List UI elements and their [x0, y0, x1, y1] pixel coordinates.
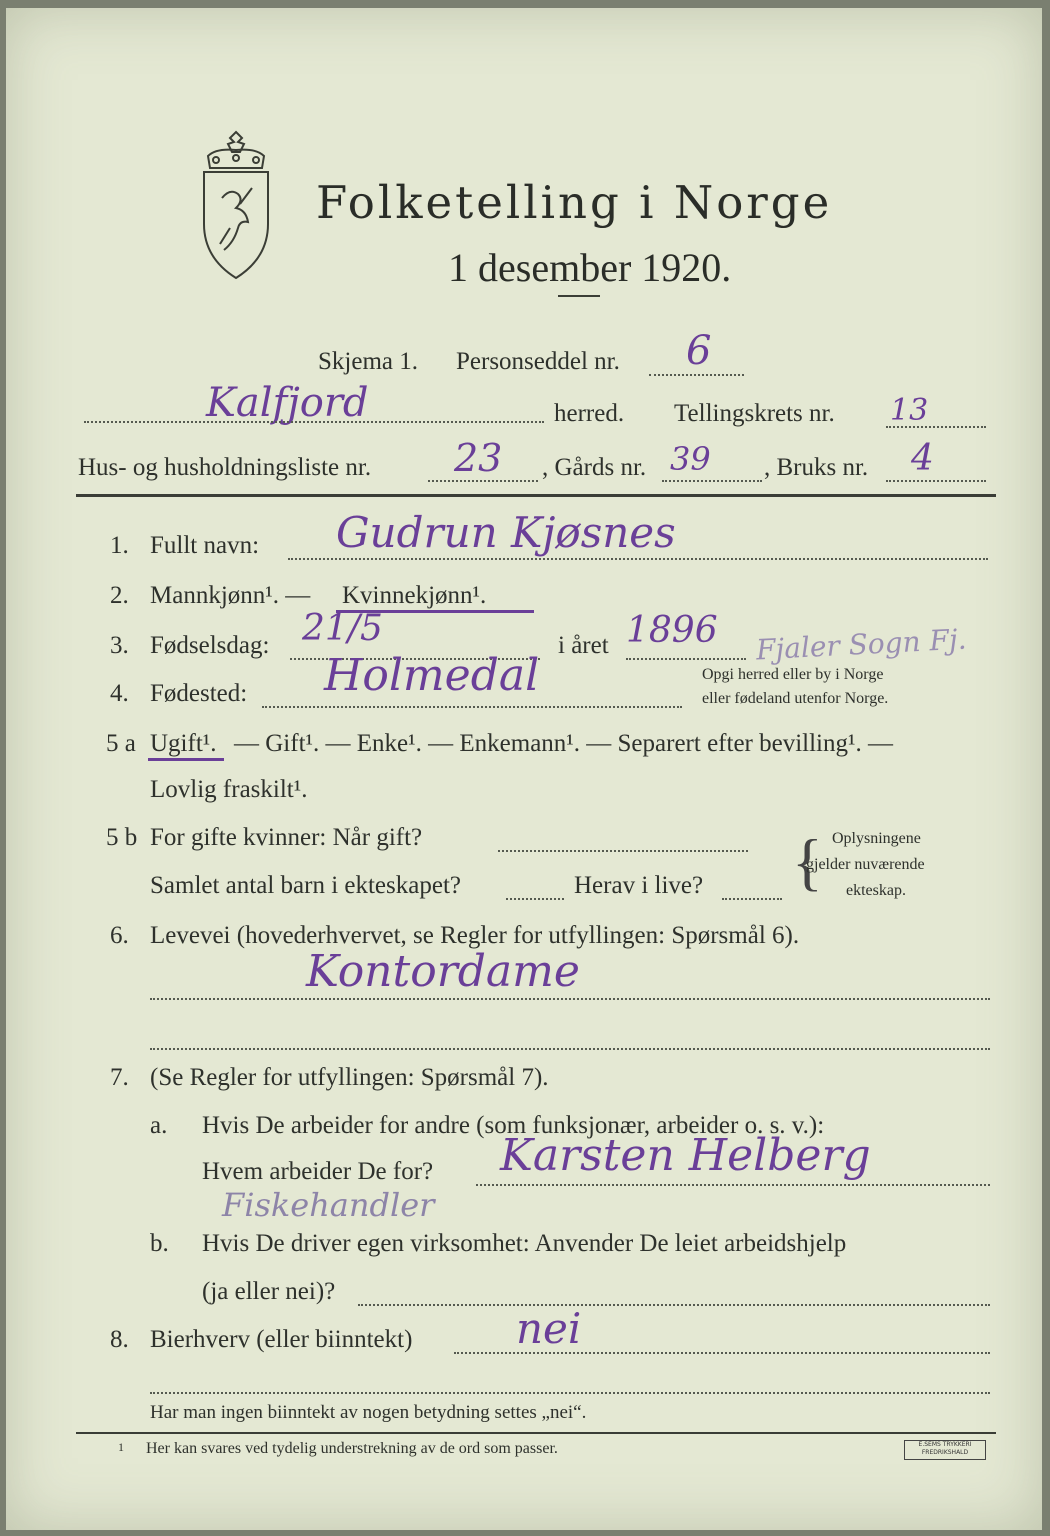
gards-line	[662, 480, 762, 482]
q8-line2	[150, 1392, 990, 1394]
q7-number: 7.	[110, 1064, 129, 1091]
bruks-label: , Bruks nr.	[764, 454, 869, 481]
tellingskrets-label: Tellingskrets nr.	[674, 400, 835, 427]
form-title: Folketelling i Norge	[316, 176, 833, 229]
q7a-employer-value: Karsten Helberg	[500, 1130, 871, 1181]
q7a-employer-value2: Fiskehandler	[222, 1186, 435, 1224]
personseddel-line	[649, 374, 744, 376]
q2-female-option: Kvinnekjønn¹.	[342, 582, 487, 609]
footnote-mark: 1	[118, 1440, 124, 1454]
hus-value: 23	[454, 436, 503, 480]
q8-value: nei	[516, 1304, 582, 1353]
q8-label: Bierhverv (eller biinntekt)	[150, 1326, 413, 1353]
q7-label: (Se Regler for utfyllingen: Spørsmål 7).	[150, 1064, 549, 1091]
q1-label: Fullt navn:	[150, 532, 260, 559]
q2-number: 2.	[110, 582, 129, 609]
printer-stamp	[904, 1440, 986, 1460]
q5b-children-line	[506, 898, 564, 900]
q1-line	[288, 558, 988, 560]
q8-number: 8.	[110, 1326, 129, 1353]
printer-stamp-text: E.SEMS TRYKKERI FREDRIKSHALD	[918, 1441, 972, 1456]
hus-line	[428, 480, 538, 482]
q4-line	[262, 706, 682, 708]
herred-label: herred.	[554, 400, 625, 427]
q5a-ugift-underline	[148, 758, 224, 761]
q5b-note-line3: ekteskap.	[846, 882, 906, 899]
q4-extra-value: Fjaler Sogn Fj.	[755, 622, 968, 667]
q7b-letter: b.	[150, 1230, 169, 1257]
q3-year-label: i året	[558, 632, 609, 659]
census-form-sheet	[6, 8, 1042, 1530]
coat-of-arms-icon	[196, 126, 276, 282]
q7b-label2: (ja eller nei)?	[202, 1278, 336, 1305]
gards-label: , Gårds nr.	[542, 454, 647, 481]
personseddel-value: 6	[686, 328, 712, 374]
q3-year-line	[626, 658, 746, 660]
q3-year-value: 1896	[626, 610, 718, 651]
q2-male-option: Mannkjønn¹. —	[150, 582, 311, 609]
q1-number: 1.	[110, 532, 129, 559]
q7a-letter: a.	[150, 1112, 168, 1139]
form-subtitle: 1 desember 1920.	[448, 245, 732, 290]
q7a-label: Hvis De arbeider for andre (som funksjonær, arbeider o. s. v.):	[202, 1112, 825, 1139]
q5b-children-label: Samlet antal barn i ekteskapet?	[150, 872, 461, 899]
q5b-when-line	[498, 850, 748, 852]
herred-line	[84, 421, 544, 423]
q5a-other-options: — Gift¹. — Enke¹. — Enkemann¹. — Separert efter bevilling¹. —	[234, 730, 893, 757]
footnote-text: Her kan svares ved tydelig understrekning av de ord som passer.	[146, 1440, 558, 1457]
q6-label: Levevei (hovederhvervet, se Regler for utfyllingen: Spørsmål 6).	[150, 922, 800, 949]
bruks-value: 4	[911, 438, 934, 479]
q6-line2	[150, 1048, 990, 1050]
gards-value: 39	[670, 440, 711, 478]
q8-note: Har man ingen biinntekt av nogen betydning settes „nei“.	[150, 1402, 587, 1423]
q4-number: 4.	[110, 680, 129, 707]
q5a-number: 5 a	[106, 730, 136, 757]
q3-label: Fødselsdag:	[150, 632, 270, 659]
q6-line1	[150, 998, 990, 1000]
q7a-employer-label: Hvem arbeider De for?	[202, 1158, 434, 1185]
q6-number: 6.	[110, 922, 129, 949]
q4-label: Fødested:	[150, 680, 248, 707]
q5a-ugift-option: Ugift¹.	[150, 730, 217, 757]
hus-label: Hus- og husholdningsliste nr.	[78, 454, 372, 481]
header-divider	[76, 494, 996, 497]
q7b-label: Hvis De driver egen virksomhet: Anvender De leiet arbeidshjelp	[202, 1230, 847, 1257]
q5b-alive-label: Herav i live?	[574, 872, 704, 899]
skjema-label: Skjema 1.	[318, 348, 418, 375]
bruks-line	[886, 480, 986, 482]
q6-value: Kontordame	[306, 946, 580, 997]
q4-value: Holmedal	[324, 650, 540, 701]
q5b-number: 5 b	[106, 824, 138, 851]
tellingskrets-value: 13	[890, 393, 929, 428]
q3-number: 3.	[110, 632, 129, 659]
q4-note-line2: eller fødeland utenfor Norge.	[702, 690, 889, 707]
q5b-alive-line	[722, 898, 782, 900]
q5b-note-line1: Oplysningene	[832, 830, 921, 847]
q1-value: Gudrun Kjøsnes	[336, 508, 676, 557]
title-ornament	[558, 295, 600, 297]
q7a-employer-line	[476, 1184, 990, 1186]
herred-value: Kalfjord	[206, 380, 369, 426]
q5b-brace: {	[792, 826, 823, 897]
q7b-line	[358, 1304, 990, 1306]
footer-divider	[76, 1432, 996, 1434]
q5a-fraskilt-option: Lovlig fraskilt¹.	[150, 776, 308, 803]
q3-value: 21/5	[302, 608, 383, 649]
q4-note-line1: Opgi herred eller by i Norge	[702, 666, 884, 683]
q5b-when-married: For gifte kvinner: Når gift?	[150, 824, 423, 851]
q5b-note-line2: gjelder nuværende	[806, 856, 925, 873]
personseddel-label: Personseddel nr.	[456, 348, 620, 375]
